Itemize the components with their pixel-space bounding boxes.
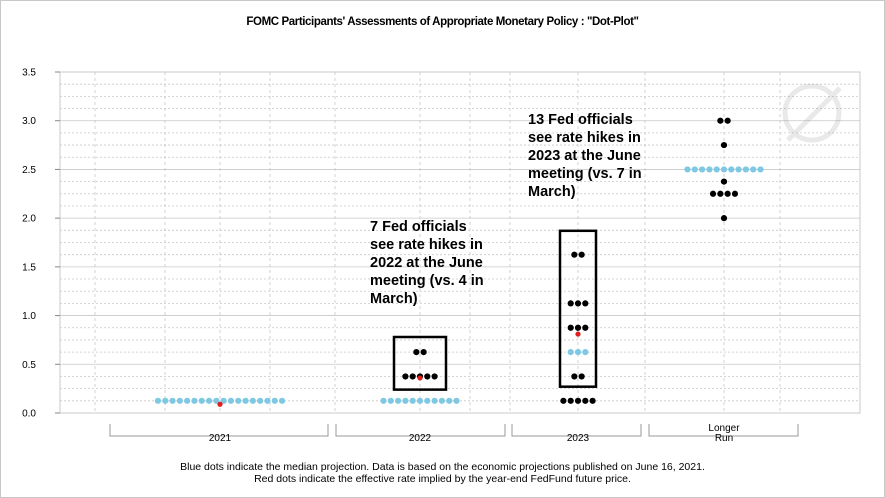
participant-dot <box>717 118 723 124</box>
participant-dot <box>582 325 588 331</box>
participant-dot <box>424 373 430 379</box>
participant-dot <box>732 191 738 197</box>
footnote-median: Blue dots indicate the median projection. Data is based on the economic projections published on June 16, 2021. <box>180 461 705 473</box>
median-dot <box>395 398 401 404</box>
participant-dot <box>721 215 727 221</box>
median-dot <box>453 398 459 404</box>
median-dot <box>228 398 234 404</box>
median-dot <box>272 398 278 404</box>
participant-dot <box>579 373 585 379</box>
median-dot <box>191 398 197 404</box>
median-dot <box>684 166 690 172</box>
median-dot <box>257 398 263 404</box>
median-dot <box>728 166 734 172</box>
y-tick-label: 2.5 <box>22 164 36 176</box>
median-dot <box>446 398 452 404</box>
futures-dot <box>217 402 222 407</box>
participant-dot <box>571 252 577 258</box>
y-tick-label: 1.5 <box>22 262 36 274</box>
chart-title: FOMC Participants' Assessments of Appropriate Monetary Policy : "Dot-Plot" <box>246 16 639 28</box>
y-tick-label: 2.0 <box>22 213 36 225</box>
median-dot <box>575 349 581 355</box>
median-dot <box>388 398 394 404</box>
y-tick-label: 1.0 <box>22 311 36 323</box>
median-dot <box>582 349 588 355</box>
annotation-2023: 13 Fed officials see rate hikes in 2023 at the June meeting (vs. 7 in March) <box>528 112 642 200</box>
median-dot <box>424 398 430 404</box>
participant-dot <box>568 325 574 331</box>
median-dot <box>250 398 256 404</box>
participant-dot <box>432 373 438 379</box>
futures-dot <box>417 375 422 380</box>
x-category-label: 2023 <box>566 433 590 444</box>
median-dot <box>699 166 705 172</box>
participant-dot <box>413 349 419 355</box>
participant-dot <box>571 373 577 379</box>
y-tick-label: 0.0 <box>22 408 36 420</box>
median-dot <box>721 166 727 172</box>
participant-dot <box>721 142 727 148</box>
x-category-label: 2022 <box>408 433 432 444</box>
watermark-logo <box>785 86 840 140</box>
participant-dot <box>421 349 427 355</box>
median-dot <box>155 398 161 404</box>
median-dot <box>714 166 720 172</box>
median-dot <box>568 349 574 355</box>
x-category-label: Run <box>714 433 734 444</box>
median-dot <box>206 398 212 404</box>
median-dot <box>743 166 749 172</box>
participant-dot <box>721 179 727 185</box>
median-dot <box>757 166 763 172</box>
participant-dot <box>579 252 585 258</box>
median-dot <box>417 398 423 404</box>
participant-dot <box>410 373 416 379</box>
median-dot <box>184 398 190 404</box>
median-dot <box>750 166 756 172</box>
annotation-2022: 7 Fed officials see rate hikes in 2022 at the June meeting (vs. 4 in March) <box>370 219 484 307</box>
participant-dot <box>568 398 574 404</box>
y-tick-label: 3.0 <box>22 116 36 128</box>
median-dot <box>264 398 270 404</box>
participant-dot <box>575 398 581 404</box>
median-dot <box>692 166 698 172</box>
participant-dot <box>710 191 716 197</box>
median-dot <box>706 166 712 172</box>
participant-dot <box>568 300 574 306</box>
y-tick-label: 3.5 <box>22 67 36 79</box>
participant-dot <box>560 398 566 404</box>
median-dot <box>279 398 285 404</box>
y-tick-label: 0.5 <box>22 359 36 371</box>
x-category-label: 2021 <box>208 433 232 444</box>
median-dot <box>402 398 408 404</box>
footnote-futures: Red dots indicate the effective rate implied by the year-end FedFund future price. <box>254 473 631 485</box>
participant-dot <box>575 300 581 306</box>
participant-dot <box>575 325 581 331</box>
participant-dot <box>717 191 723 197</box>
median-dot <box>162 398 168 404</box>
median-dot <box>242 398 248 404</box>
median-dot <box>439 398 445 404</box>
median-dot <box>380 398 386 404</box>
median-dot <box>432 398 438 404</box>
median-dot <box>235 398 241 404</box>
futures-dot <box>575 331 580 336</box>
median-dot <box>736 166 742 172</box>
x-category-label: Longer <box>708 423 740 434</box>
median-dot <box>199 398 205 404</box>
median-dot <box>177 398 183 404</box>
participant-dot <box>582 398 588 404</box>
participant-dot <box>582 300 588 306</box>
participant-dot <box>725 118 731 124</box>
median-dot <box>169 398 175 404</box>
median-dot <box>410 398 416 404</box>
participant-dot <box>590 398 596 404</box>
participant-dot <box>402 373 408 379</box>
participant-dot <box>725 191 731 197</box>
